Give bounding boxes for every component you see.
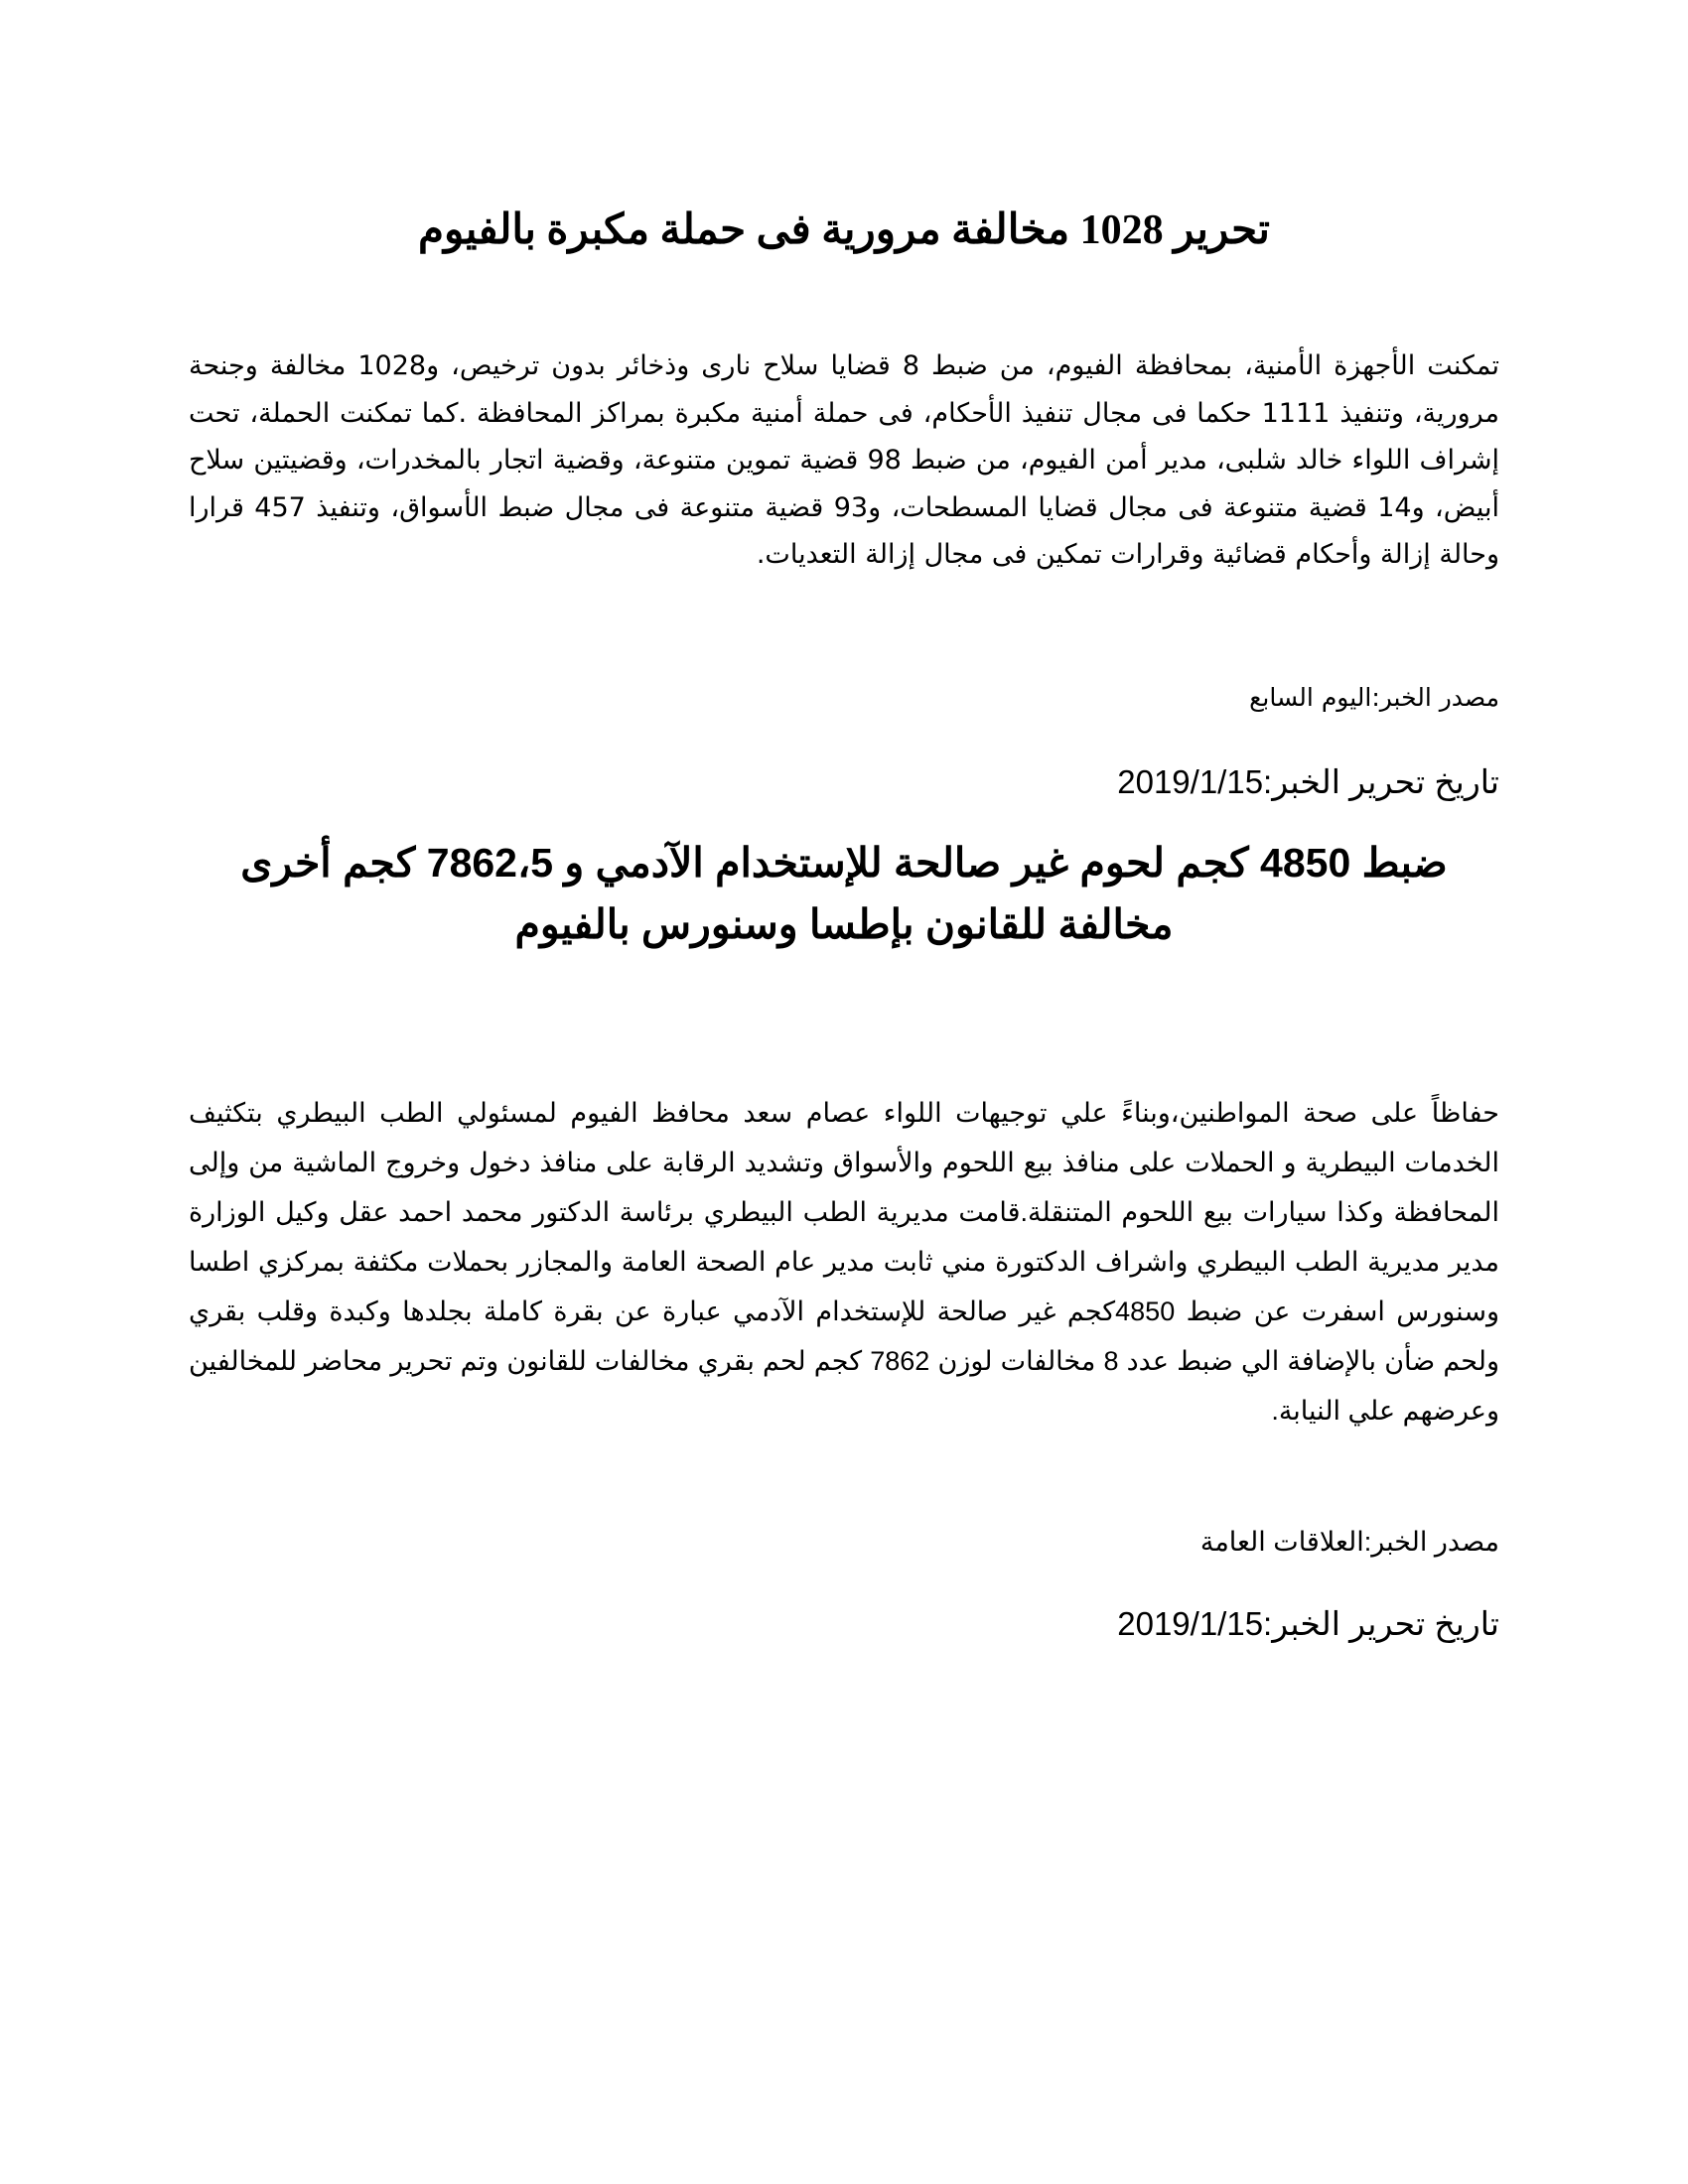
article-2-title: ضبط 4850 كجم لحوم غير صالحة للإستخدام الآدمي و 7862،5 كجم أخرى مخالفة للقانون بإطسا وسنورس بالفيوم: [240, 840, 1448, 947]
article-1-title: تحرير 1028 مخالفة مرورية فى حملة مكبرة بالفيوم: [418, 207, 1270, 253]
article-1-date: تاريخ تحرير الخبر:2019/1/15: [1117, 763, 1499, 800]
article-2-source: مصدر الخبر:العلاقات العامة: [1199, 1527, 1499, 1557]
article-2-body: حفاظاً على صحة المواطنين،وبناءً علي توجيهات اللواء عصام سعد محافظ الفيوم لمسئولي الطب البيطري بتكثيف الخدمات البيطرية و الحملات على منافذ بيع اللحوم والأسواق وتشديد الرقابة على منافذ دخول وخروج الماشية من وإلى المحافظة وكذا سيارات بيع اللحوم المتنقلة.قامت مديرية الطب البيطري برئاسة الدكتور محمد احمد عقل وكيل الوزارة مدير مديرية الطب البيطري واشراف الدكتورة مني ثابت مدير عام الصحة العامة والمجازر بحملات مكثفة بمركزي اطسا وسنورس اسفرت عن ضبط 4850كجم غير صالحة للإستخدام الآدمي عبارة عن بقرة كاملة بجلدها وكبدة وقلب بقري ولحم ضأن بالإضافة الي ضبط عدد 8 مخالفات لوزن 7862 كجم لحم بقري مخالفات للقانون وتم تحرير محاضر للمخالفين وعرضهم علي النيابة.: [189, 1098, 1499, 1426]
article-1-source: مصدر الخبر:اليوم السابع: [1249, 683, 1499, 712]
article-2-date: تاريخ تحرير الخبر:2019/1/15: [1117, 1605, 1499, 1642]
article-1-body: تمكنت الأجهزة الأمنية، بمحافظة الفيوم، من ضبط 8 قضايا سلاح نارى وذخائر بدون ترخيص، و1028 مخالفة وجنحة مرورية، وتنفيذ 1111 حكما فى مجال تنفيذ الأحكام، فى حملة أمنية مكبرة بمراكز المحافظة .كما تمكنت الحملة، تحت إشراف اللواء خالد شلبى، مدير أمن الفيوم، من ضبط 98 قضية تموين متنوعة، وقضية اتجار بالمخدرات، وقضيتين سلاح أبيض، و14 قضية متنوعة فى مجال قضايا المسطحات، و93 قضية متنوعة فى مجال ضبط الأسواق، وتنفيذ 457 قرارا وحالة إزالة وأحكام قضائية وقرارات تمكين فى مجال إزالة التعديات.: [189, 350, 1500, 570]
